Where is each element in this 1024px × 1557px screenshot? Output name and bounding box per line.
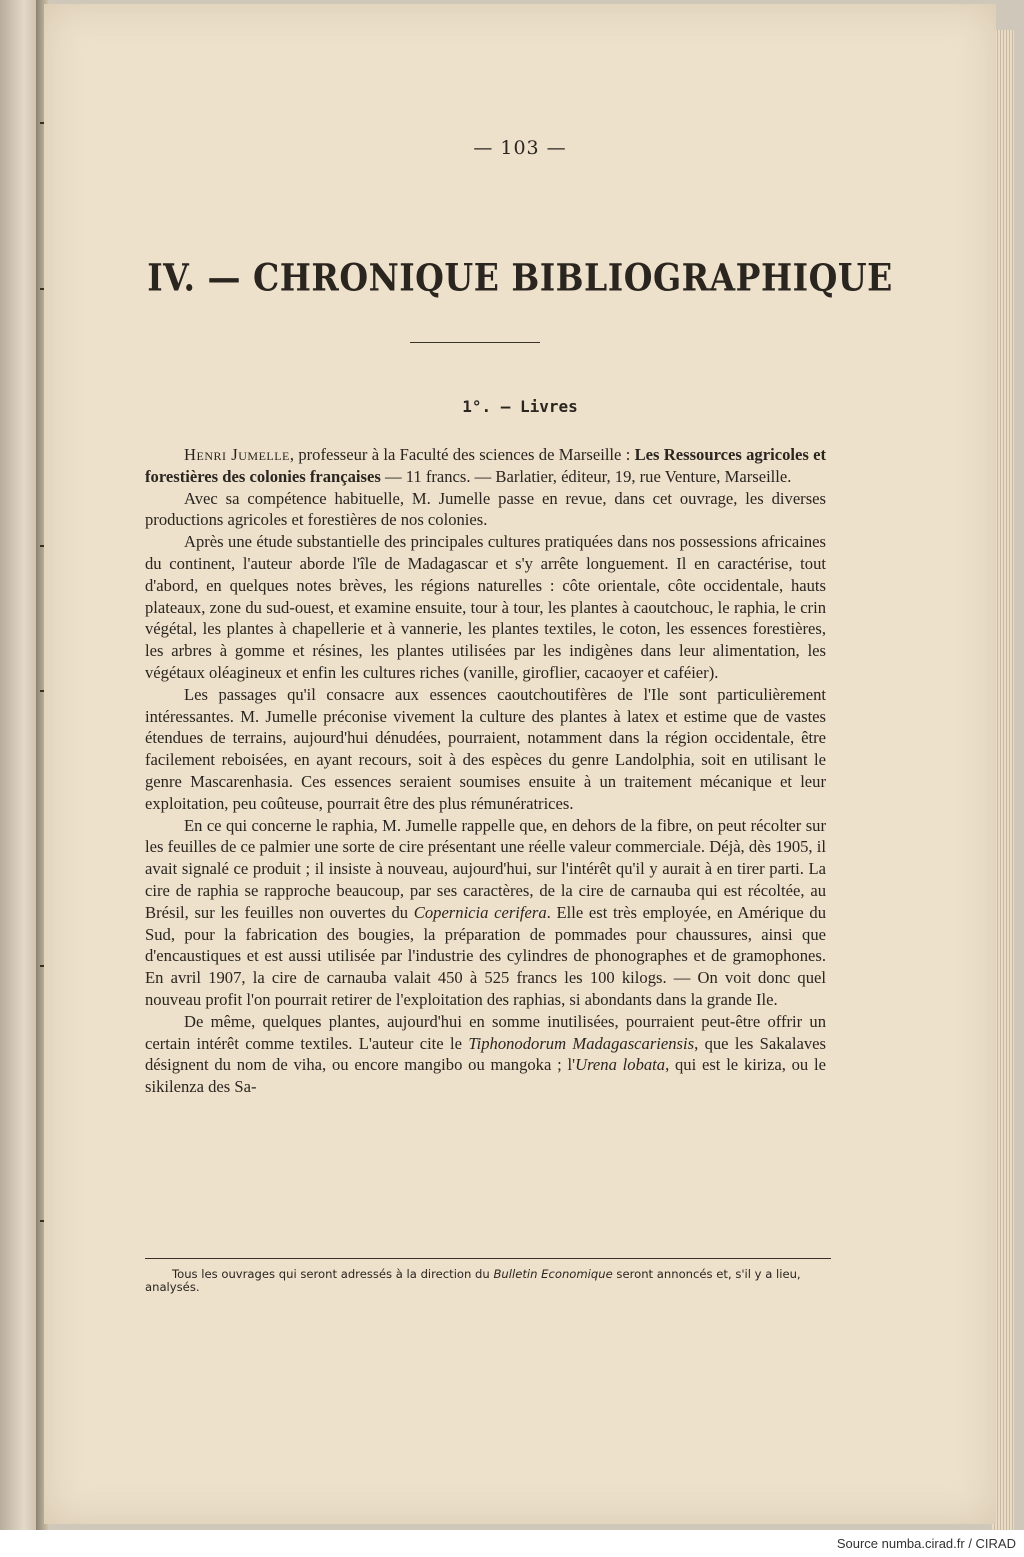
- footnote-text: seront annoncés et, s'il y a lieu, analysés.: [145, 1267, 801, 1294]
- paragraph-text: , qui est le kiriza, ou le sikilenza des Sa-: [145, 1055, 826, 1097]
- author-affiliation: , professeur à la Faculté des sciences de Marseille :: [289, 445, 635, 464]
- title-rule: [410, 342, 540, 343]
- paragraph-text: , que les Sakalaves désignent du nom de viha, ou encore mangibo ou mangoka ; l': [145, 1033, 826, 1075]
- footnote-text: Tous les ouvrages qui seront adressés à la direction du: [172, 1267, 494, 1281]
- book-title: Les Ressources agricoles et forestières des colonies françaises: [145, 445, 826, 486]
- paragraph: Les passages qu'il consacre aux essences caoutchoutifères de l'Ile sont particulièrement intéressantes. M. Jumelle préconise vivement la culture des plantes à latex et estime que de vastes étendues de terrains, aujourd'hui dénudées, pourraient, notamment dans la région occidentale, être facilement reboisées, en ayant recours, soit à des espèces du genre Landolphia, soit en utilisant le genre Mascarenhasia. Ces essences seraient soumises ensuite à un traitement mécanique et leur exploitation, peu coûteuse, pourrait être des plus rémunératrices.: [145, 684, 826, 813]
- left-page-edge: [0, 0, 40, 1530]
- paragraph: Après une étude substantielle des principales cultures pratiquées dans nos possessions africaines du continent, l'auteur aborde l'île de Madagascar et s'y arrête longuement. Il en caractérise, tout d'abord, en quelques notes brèves, les régions naturelles : côte orientale, côte occidentale, hauts plateaux, zone du sud-ouest, et examine ensuite, tour à tour, les plantes à caoutchouc, le raphia, le crin végétal, les plantes à chapellerie et à vannerie, les plantes textiles, le coton, les essences forestières, les arbres à gomme et résines, les plantes utilisées par les indigènes dans leur alimentation, les végétaux oléagineux et enfin les cultures riches (vanille, giroflier, cacaoyer et caféier).: [145, 532, 826, 682]
- paragraph-text: En ce qui concerne le raphia, M. Jumelle rappelle que, en dehors de la fibre, on peut récolter sur les feuilles de ce palmier une sorte de cire présentant une réelle valeur commerciale. Déjà, dès 1905, il avait signalé ce produit ; il insiste à nouveau, aujourd'hui, sur l'intérêt qu'il y aurait à en tirer parti. La cire de raphia se rapproche beaucoup, par ses caractères, de la cire de carnauba qui est récoltée, au Brésil, sur les feuilles non ouvertes du: [145, 815, 826, 922]
- bibliographic-entry: [145, 444, 826, 488]
- species-name: Copernicia cerifera: [413, 902, 547, 922]
- article-body: [145, 444, 826, 1098]
- section-title: IV. — CHRONIQUE BIBLIOGRAPHIQUE: [147, 255, 893, 300]
- paragraph: [145, 815, 826, 1011]
- paragraph: [145, 1011, 826, 1098]
- page-number: — 103 —: [473, 137, 567, 159]
- publication-info: — 11 francs. — Barlatier, éditeur, 19, rue Venture, Marseille.: [380, 466, 792, 486]
- paragraph-text: . Elle est très employée, en Amérique du Sud, pour la fabrication des bougies, la préparation de pommades pour chaussures, ainsi que d'encaustiques et est aussi utilisée par l'industrie des cylindres de phonographes et de gramophones. En avril 1907, la cire de carnauba valait 450 à 525 francs les 100 kilogs. — On voit donc quel nouveau profit l'on pourrait retirer de l'exploitation des raphias, si abondants dans la grande Ile.: [145, 902, 826, 1009]
- source-credit: Source numba.cirad.fr / CIRAD: [836, 1536, 1016, 1551]
- footnote: [145, 1268, 815, 1294]
- species-name: Urena lobata: [575, 1055, 666, 1075]
- species-name: Tiphonodorum Madagascariensis: [468, 1033, 695, 1053]
- paragraph-text: De même, quelques plantes, aujourd'hui en somme inutilisées, pourraient peut-être offrir un certain intérêt comme textiles. L'auteur cite le: [145, 1011, 826, 1053]
- journal-name: Bulletin Economique: [493, 1267, 613, 1281]
- page: [44, 4, 996, 1524]
- footer-bar: [0, 1530, 1024, 1557]
- footnote-rule: [145, 1258, 831, 1259]
- author-name: Henri Jumelle: [184, 445, 290, 464]
- subsection-title: 1°. — Livres: [462, 397, 578, 416]
- paragraph: Avec sa compétence habituelle, M. Jumelle passe en revue, dans cet ouvrage, les diverses productions agricoles et forestières de nos colonies.: [145, 488, 826, 530]
